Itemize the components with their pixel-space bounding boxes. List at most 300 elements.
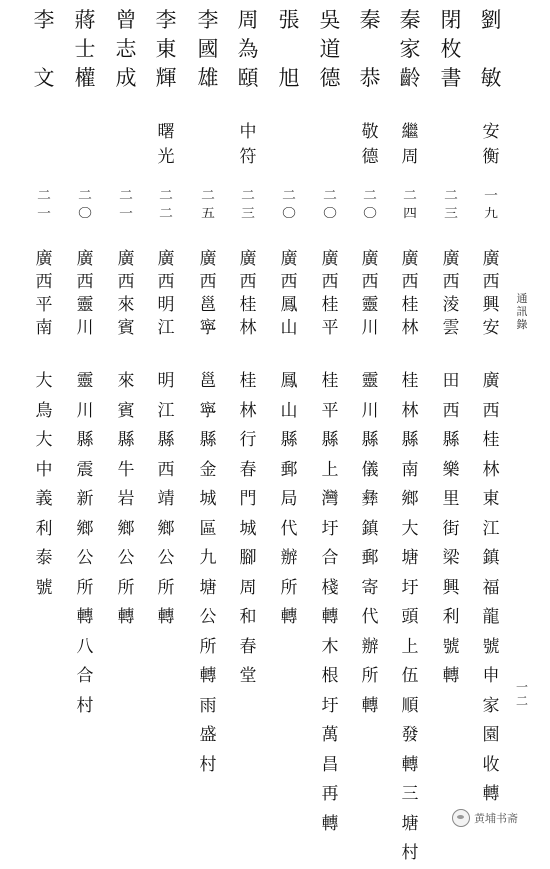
entry-address-char: 收	[482, 754, 500, 775]
entry-age	[233, 186, 263, 222]
entry-name-char: 東	[155, 37, 177, 61]
entry-name-char: 頤	[237, 66, 259, 90]
entry-courtesy-char: 中	[239, 122, 257, 142]
entry-origin-char: 川	[76, 318, 94, 338]
entry-address-char: 西	[442, 400, 460, 421]
entry-origin-char: 明	[157, 295, 175, 315]
entry-name-char: 秦	[399, 8, 421, 32]
entry-name	[395, 6, 425, 93]
entry-address-char: 村	[401, 843, 419, 863]
entry-courtesy-char: 德	[361, 147, 379, 167]
entry-address-char: 村	[76, 695, 94, 716]
entry-name-char: 劉	[480, 8, 502, 32]
entry-address	[476, 367, 506, 810]
entry-address-char: 春	[239, 459, 257, 480]
entry-address-char: 萬	[321, 725, 339, 745]
entry-address-char: 川	[76, 400, 94, 421]
entry-courtesy-char: 光	[157, 147, 175, 167]
entry-age-char: 二	[323, 188, 337, 202]
entry-address-char: 西	[157, 459, 175, 480]
entry-name-char	[360, 35, 381, 64]
entry-name	[436, 6, 466, 93]
entry-address-char: 縣	[157, 430, 175, 450]
entry-courtesy	[233, 120, 263, 170]
entry-courtesy-char: 敬	[361, 122, 379, 142]
entry-address-char: 號	[442, 636, 460, 657]
entry-address-char: 根	[321, 666, 339, 686]
entry-address-char: 公	[157, 548, 175, 568]
entry-address-char: 川	[361, 400, 379, 421]
entry-name-char: 枚	[440, 37, 462, 61]
entry-address-char: 靈	[361, 371, 379, 391]
entry-origin-char: 川	[361, 318, 379, 338]
entry-origin	[395, 248, 425, 340]
entry-address-char: 轉	[117, 607, 135, 627]
entry-name	[355, 6, 385, 93]
entry-age-char: 〇	[282, 206, 296, 220]
entry-name-char: 齡	[399, 66, 421, 90]
entry-column	[111, 0, 141, 843]
entry-name-char: 文	[33, 66, 55, 90]
entry-age	[436, 186, 466, 222]
entry-address-char: 再	[321, 784, 339, 804]
entry-address	[193, 367, 223, 780]
entry-address-char: 棧	[321, 577, 339, 598]
entry-age-char: 五	[201, 206, 215, 220]
entry-origin-char: 西	[76, 272, 94, 292]
entry-address-char: 伍	[401, 666, 419, 686]
entry-origin-char: 平	[321, 318, 339, 338]
entry-origin-char: 桂	[401, 295, 419, 315]
entry-age	[395, 186, 425, 222]
entry-address-char: 郵	[361, 548, 379, 568]
entry-address-char: 靖	[157, 489, 175, 509]
entry-address-char: 八	[76, 636, 94, 657]
entry-address	[233, 367, 263, 692]
entry-name-char: 恭	[359, 66, 381, 90]
entry-origin-char: 來	[117, 295, 135, 315]
entry-address	[111, 367, 141, 633]
entry-origin-char: 淩	[442, 295, 460, 315]
entry-origin-char: 靈	[76, 295, 94, 315]
entry-address-char: 轉	[280, 607, 298, 627]
entry-address-char: 圩	[401, 577, 419, 598]
entry-age	[193, 186, 223, 222]
entry-address-char: 林	[239, 400, 257, 421]
entry-address-char: 江	[157, 400, 175, 421]
entry-origin-char: 西	[442, 272, 460, 292]
entry-address-char: 頭	[401, 607, 419, 627]
entry-address-char: 村	[199, 754, 217, 775]
entry-age-char: 〇	[78, 206, 92, 220]
entry-age-char: 三	[241, 206, 255, 220]
entry-name-char: 士	[74, 37, 96, 61]
entry-age	[315, 186, 345, 222]
entry-address-char: 鄉	[157, 518, 175, 539]
entry-origin-char: 西	[199, 272, 217, 292]
entry-address-char: 里	[442, 489, 460, 509]
entry-address-char: 合	[76, 666, 94, 686]
entry-origin	[355, 248, 385, 340]
entry-address	[355, 367, 385, 721]
entry-address-char: 邕	[199, 371, 217, 391]
entry-courtesy	[395, 120, 425, 170]
entry-address	[395, 367, 425, 869]
entry-address-char: 所	[157, 577, 175, 598]
entry-age-char: 二	[241, 188, 255, 202]
entry-origin-char: 雲	[442, 318, 460, 338]
entry-address-char: 周	[239, 577, 257, 598]
entry-name-char: 閉	[440, 8, 462, 32]
entry-origin-char: 廣	[117, 249, 135, 269]
entry-address-char: 雨	[199, 695, 217, 716]
entry-address	[29, 367, 59, 603]
entry-address	[151, 367, 181, 633]
entry-address-char: 街	[442, 518, 460, 539]
entry-address-char: 代	[361, 607, 379, 627]
entry-age-char: 〇	[363, 206, 377, 220]
page-number	[514, 680, 530, 708]
entry-address-char: 明	[157, 371, 175, 391]
entry-address-char: 轉	[321, 607, 339, 627]
entry-address-char: 所	[361, 666, 379, 686]
entry-address-char: 泰	[35, 548, 53, 568]
entry-origin-char: 西	[157, 272, 175, 292]
entry-address-char: 辦	[361, 636, 379, 657]
entry-address-char: 順	[401, 695, 419, 716]
entry-origin-char: 廣	[76, 249, 94, 269]
entry-courtesy-char: 符	[239, 147, 257, 167]
entry-address	[315, 367, 345, 839]
entry-address	[274, 367, 304, 633]
entry-address-char: 申	[482, 666, 500, 686]
entry-origin-char: 山	[280, 318, 298, 338]
entry-origin	[70, 248, 100, 340]
entry-origin-char: 南	[35, 318, 53, 338]
entry-address	[436, 367, 466, 692]
entry-address-char: 木	[321, 636, 339, 657]
entry-address-char: 園	[482, 725, 500, 745]
entry-courtesy	[476, 120, 506, 170]
entry-courtesy-char: 周	[401, 147, 419, 167]
entry-address-char: 岩	[117, 489, 135, 509]
entry-origin-char: 廣	[157, 249, 175, 269]
entry-address-char: 大	[35, 371, 53, 391]
entry-age-char: 二	[201, 188, 215, 202]
entry-origin-char: 廣	[280, 249, 298, 269]
entry-address-char: 平	[321, 400, 339, 421]
entry-origin-char: 廣	[361, 249, 379, 269]
entry-address-char: 塘	[401, 548, 419, 568]
entry-address-char: 家	[482, 695, 500, 716]
entry-address-char: 九	[199, 548, 217, 568]
watermark-text: 黄埔书斋	[474, 812, 518, 825]
entry-name-char	[34, 35, 55, 64]
entry-age-char: 一	[484, 188, 498, 202]
entry-address-char: 轉	[321, 813, 339, 834]
header-mark-char: 錄	[516, 318, 528, 331]
entry-address-char: 桂	[401, 371, 419, 391]
entry-courtesy-char: 曙	[157, 122, 175, 142]
entry-address-char: 公	[199, 607, 217, 627]
entry-name-char: 雄	[197, 66, 219, 90]
entry-name-char	[279, 35, 300, 64]
entry-address-char: 公	[117, 548, 135, 568]
entry-address-char: 鎮	[361, 518, 379, 539]
entry-address-char: 大	[401, 518, 419, 539]
entry-column	[436, 0, 466, 843]
entry-origin-char: 桂	[239, 295, 257, 315]
entry-column	[315, 0, 345, 843]
entry-age-char: 〇	[323, 206, 337, 220]
entry-origin-char: 興	[482, 295, 500, 315]
entry-address-char: 轉	[482, 784, 500, 804]
entry-age-char: 二	[119, 188, 133, 202]
entry-name-char: 國	[197, 37, 219, 61]
entry-address-char: 區	[199, 518, 217, 539]
entry-address-char: 桂	[239, 371, 257, 391]
entry-name-char	[481, 35, 502, 64]
entry-age	[476, 186, 506, 222]
entry-address-char: 靈	[76, 371, 94, 391]
entry-origin	[274, 248, 304, 340]
entry-address-char: 縣	[321, 430, 339, 450]
entry-age	[70, 186, 100, 222]
entry-address-char: 局	[280, 489, 298, 509]
entry-name-char: 為	[237, 37, 259, 61]
entry-name-char: 李	[197, 8, 219, 32]
entry-name	[193, 6, 223, 93]
entry-address-char: 發	[401, 725, 419, 745]
entry-address-char: 上	[321, 459, 339, 480]
entry-address-char: 新	[76, 489, 94, 509]
entry-age	[274, 186, 304, 222]
entry-age	[29, 186, 59, 222]
entry-address-char: 塘	[199, 577, 217, 598]
entry-address-char: 昌	[321, 754, 339, 775]
entry-name-char: 秦	[359, 8, 381, 32]
entry-address-char: 號	[482, 636, 500, 657]
entry-origin-char: 賓	[117, 318, 135, 338]
entry-column	[395, 0, 425, 863]
entry-address-char: 轉	[442, 666, 460, 686]
entry-name-char: 李	[33, 8, 55, 32]
entry-origin	[315, 248, 345, 340]
entry-address-char: 田	[442, 371, 460, 391]
entry-name-char: 志	[115, 37, 137, 61]
entry-courtesy	[355, 120, 385, 170]
entry-column	[355, 0, 385, 843]
entry-name	[111, 6, 141, 93]
entry-origin-char: 邕	[199, 295, 217, 315]
entry-address-char: 城	[199, 489, 217, 509]
header-mark-char: 訊	[516, 305, 528, 318]
entry-address-char: 林	[401, 400, 419, 421]
entry-column	[70, 0, 100, 843]
entry-address-char: 利	[35, 518, 53, 539]
entry-name	[274, 6, 304, 93]
entry-age-char: 二	[444, 188, 458, 202]
entry-column	[476, 0, 506, 843]
entry-address-char: 圩	[321, 695, 339, 716]
entry-column	[29, 0, 59, 843]
entry-origin-char: 西	[35, 272, 53, 292]
entry-age-char: 一	[37, 206, 51, 220]
entry-courtesy-char: 衡	[482, 147, 500, 167]
entry-origin-char: 桂	[321, 295, 339, 315]
entry-name	[29, 6, 59, 93]
entry-address-char: 轉	[76, 607, 94, 627]
entry-address-char: 轉	[199, 666, 217, 686]
entry-address-char: 金	[199, 459, 217, 480]
entry-address-char: 賓	[117, 400, 135, 421]
entry-age-char: 二	[78, 188, 92, 202]
entry-name	[233, 6, 263, 93]
entry-address-char: 桂	[482, 430, 500, 450]
entry-address-char: 三	[401, 784, 419, 804]
entry-origin-char: 西	[401, 272, 419, 292]
entry-courtesy-char: 安	[482, 122, 500, 142]
entry-address-char: 縣	[117, 430, 135, 450]
entry-address-char: 合	[321, 548, 339, 568]
entry-address-char: 桂	[321, 371, 339, 391]
entry-name-char: 旭	[278, 66, 300, 90]
entry-column	[193, 0, 223, 843]
entry-origin-char: 廣	[239, 249, 257, 269]
entry-age	[151, 186, 181, 222]
entry-origin-char: 鳳	[280, 295, 298, 315]
entry-address-char: 縣	[442, 430, 460, 450]
entry-origin-char: 廣	[35, 249, 53, 269]
entry-address-char: 寄	[361, 577, 379, 598]
entry-address-char: 鳳	[280, 371, 298, 391]
entry-address	[70, 367, 100, 721]
entry-address-char: 所	[76, 577, 94, 598]
entry-address-char: 南	[401, 459, 419, 480]
entry-origin	[233, 248, 263, 340]
entry-age-char: 四	[403, 206, 417, 220]
entry-address-char: 寧	[199, 400, 217, 421]
entry-address-char: 中	[35, 459, 53, 480]
entry-origin-char: 西	[482, 272, 500, 292]
entry-origin-char: 靈	[361, 295, 379, 315]
entry-address-char: 儀	[361, 459, 379, 480]
entry-address-char: 鄉	[401, 489, 419, 509]
entry-age-char: 九	[484, 206, 498, 220]
entry-address-char: 江	[482, 518, 500, 539]
entry-age-char: 三	[444, 206, 458, 220]
entry-address-char: 龍	[482, 607, 500, 627]
entry-address-char: 縣	[280, 430, 298, 450]
entry-origin-char: 廣	[199, 249, 217, 269]
entry-name	[315, 6, 345, 93]
entry-address-char: 代	[280, 518, 298, 539]
entry-address-char: 門	[239, 489, 257, 509]
header-mark-char: 通	[516, 292, 528, 305]
entry-address-char: 縣	[361, 430, 379, 450]
entry-courtesy-char: 繼	[401, 122, 419, 142]
entry-address-char: 塘	[401, 813, 419, 834]
entry-origin	[29, 248, 59, 340]
entry-address-char: 樂	[442, 459, 460, 480]
entry-origin-char: 西	[239, 272, 257, 292]
entry-name-char: 道	[319, 37, 341, 61]
entry-origin-char: 安	[482, 318, 500, 338]
entry-origin-char: 廣	[401, 249, 419, 269]
entry-age-char: 二	[37, 188, 51, 202]
entry-address-char: 福	[482, 577, 500, 598]
entry-name-char: 敏	[480, 66, 502, 90]
entry-name	[476, 6, 506, 93]
page-number-char: 一	[515, 680, 528, 694]
entry-age	[355, 186, 385, 222]
entry-origin-char: 廣	[442, 249, 460, 269]
entry-address-char: 牛	[117, 459, 135, 480]
entry-age	[111, 186, 141, 222]
entry-age-char: 二	[159, 206, 173, 220]
entry-address-char: 林	[482, 459, 500, 480]
entry-address-char: 辦	[280, 548, 298, 568]
page-number-char: 二	[515, 694, 528, 708]
entry-age-char: 二	[159, 188, 173, 202]
entry-address-char: 梁	[442, 548, 460, 568]
entry-address-char: 所	[199, 636, 217, 657]
entry-address-char: 彝	[361, 489, 379, 509]
entry-address-char: 震	[76, 459, 94, 480]
entry-origin-char: 林	[401, 318, 419, 338]
entry-name-char: 蔣	[74, 8, 96, 32]
entry-address-char: 廣	[482, 371, 500, 391]
entry-name	[70, 6, 100, 93]
entry-origin-char: 廣	[321, 249, 339, 269]
entry-origin-char: 西	[361, 272, 379, 292]
entry-address-char: 上	[401, 636, 419, 657]
entry-address-char: 轉	[157, 607, 175, 627]
header-mark	[515, 292, 529, 331]
entry-age-char: 二	[403, 188, 417, 202]
entry-address-char: 城	[239, 518, 257, 539]
entry-name-char: 成	[115, 66, 137, 90]
entry-origin	[151, 248, 181, 340]
entry-address-char: 利	[442, 607, 460, 627]
entry-age-char: 二	[282, 188, 296, 202]
entry-address-char: 春	[239, 636, 257, 657]
entry-origin	[476, 248, 506, 340]
entry-origin-char: 林	[239, 318, 257, 338]
entry-address-char: 和	[239, 607, 257, 627]
entry-name-char: 周	[237, 8, 259, 32]
entry-address-char: 盛	[199, 725, 217, 745]
entry-address-char: 義	[35, 489, 53, 509]
entry-origin-char: 寧	[199, 318, 217, 338]
entry-name	[151, 6, 181, 93]
entry-origin-char: 西	[321, 272, 339, 292]
entry-origin-char: 廣	[482, 249, 500, 269]
entry-column	[233, 0, 263, 843]
entry-origin-char: 平	[35, 295, 53, 315]
entry-name-char: 曾	[115, 8, 137, 32]
entry-column	[151, 0, 181, 843]
entry-address-char: 大	[35, 430, 53, 450]
entry-address-char: 行	[239, 430, 257, 450]
entry-origin-char: 江	[157, 318, 175, 338]
entry-address-char: 堂	[239, 666, 257, 686]
entry-address-char: 西	[482, 400, 500, 421]
entry-name-char: 張	[278, 8, 300, 32]
entry-address-char: 灣	[321, 489, 339, 509]
entry-name-char: 德	[319, 66, 341, 90]
entry-address-char: 鎮	[482, 548, 500, 568]
